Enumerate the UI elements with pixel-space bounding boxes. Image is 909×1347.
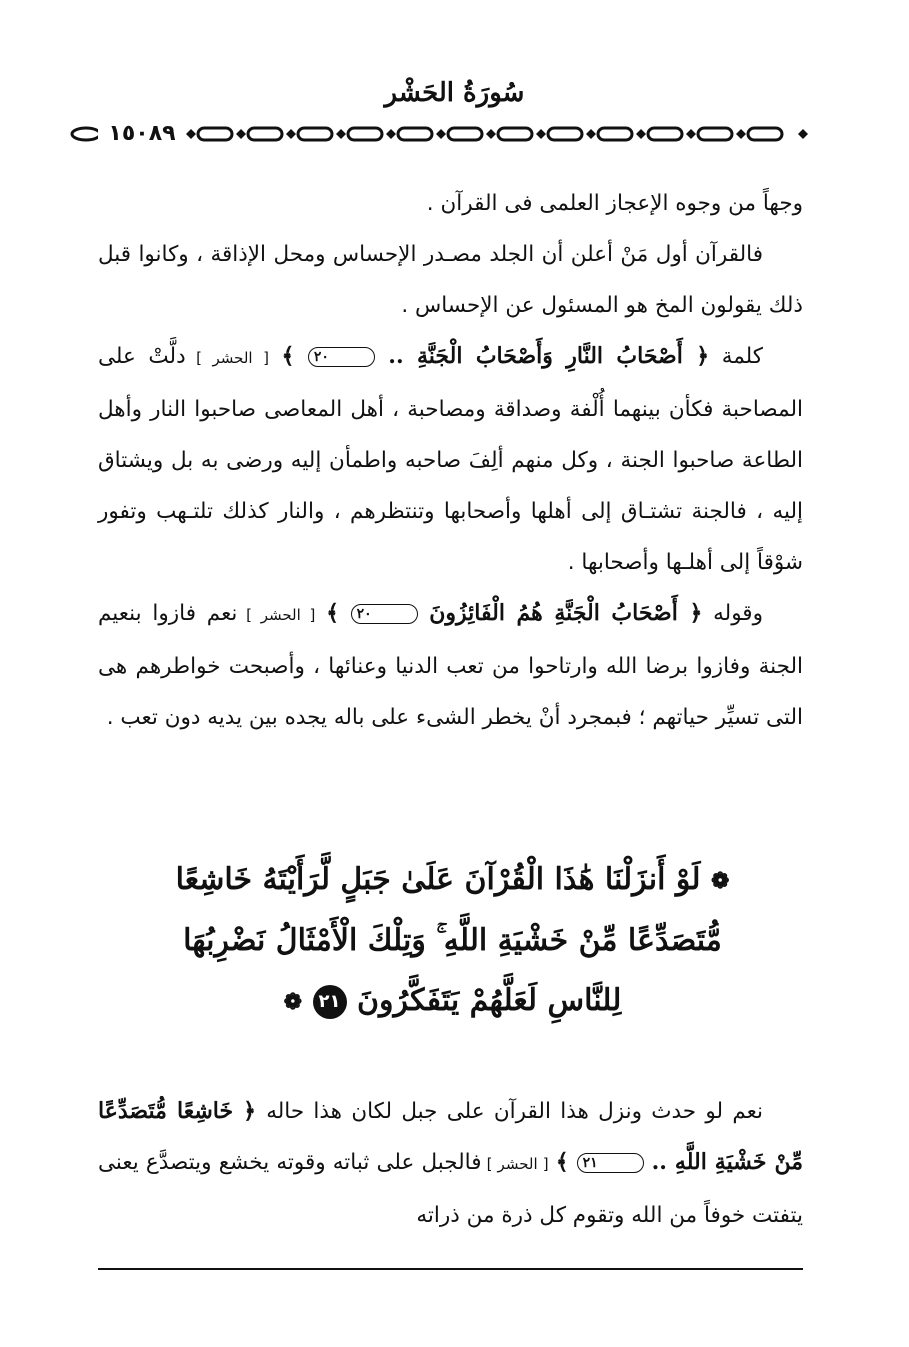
- chain-diamond: [186, 129, 196, 139]
- verse-quote-2-text: ﴿ أَصْحَابُ الْجَنَّةِ هُمُ الْفَائِزُونَ: [417, 600, 703, 626]
- chain-diamond: [736, 129, 746, 139]
- paragraph-5-lead: نعم لو حدث ونزل هذا القرآن على جبل لكان هذا حاله: [266, 1099, 763, 1124]
- verse-quote-3-text: ﴿ خَاشِعًا مُّتَصَدِّعًا مِّنْ خَشْيَةِ اللَّهِ ..: [98, 1098, 803, 1175]
- paragraph-4-lead: وقوله: [713, 601, 763, 626]
- footer-rule: [98, 1268, 803, 1270]
- quran-line-3-text: لِلنَّاسِ لَعَلَّهُمْ يَتَفَكَّرُونَ: [357, 983, 622, 1018]
- chain-diamond: [586, 129, 596, 139]
- verse-quote-1: [282, 343, 710, 369]
- ayah-number-badge: ٢٠: [308, 347, 375, 367]
- chain-link: [748, 128, 782, 140]
- chain-link: [698, 128, 732, 140]
- chain-diamond: [286, 129, 296, 139]
- paragraph-2: فالقرآن أول مَنْ أعلن أن الجلد مصـدر الإحساس ومحل الإذاقة ، وكانوا قبل ذلك يقولون المخ هو المسئول عن الإحساس .: [98, 242, 803, 318]
- verse-quote-1-text: ﴿ أَصْحَابُ النَّارِ وَأَصْحَابُ الْجَنَّةِ ..: [374, 343, 710, 369]
- flower-ornament-icon: ❁: [710, 868, 730, 894]
- chain-diamond: [536, 129, 546, 139]
- paragraph-3-body: دلَّتْ على المصاحبة فكأن بينهما أُلْفة وصداقة ومصاحبة ، أهل المعاصى صاحبوا النار وأهل الطاعة صاحبوا الجنة ، وكل منهم ألِفَ صاحبه واطمأن إليه ورضى به بل ويشتاق إليه ، فالجنة تشتـاق إلى أهلها وأصحابها وتنتظرهم ، والنار كذلك تلتـهب وتفور شوْقاً إلى أهلـها وأصحابها .: [98, 344, 803, 575]
- ayah-number-badge: ٢٠: [351, 604, 418, 624]
- chain-link: [198, 128, 232, 140]
- verse-quote-1-close: ﴾: [281, 343, 308, 369]
- chain-diamond: [636, 129, 646, 139]
- paragraph-1: وجهاً من وجوه الإعجاز العلمى فى القرآن .: [426, 191, 803, 216]
- chain-diamond: [436, 129, 446, 139]
- paragraph-5: [98, 1086, 803, 1241]
- flower-ornament-icon: ❁: [283, 989, 303, 1015]
- chain-diamond: [386, 129, 396, 139]
- paragraph-4: [98, 588, 803, 743]
- chain-diamond: [686, 129, 696, 139]
- quran-line-1-text: لَوْ أَنزَلْنَا هَٰذَا الْقُرْآنَ عَلَىٰ جَبَلٍ لَّرَأَيْتَهُ خَاشِعًا: [175, 862, 701, 897]
- quran-line-1: [170, 850, 735, 911]
- verse-quote-2-close: ﴾: [326, 600, 351, 626]
- chain-end-cap: [72, 128, 100, 140]
- page-number: ١٥٠٨٩: [98, 121, 186, 147]
- text-block-top: [98, 178, 803, 743]
- text-block-bottom: [98, 1086, 803, 1241]
- ayah-number-badge: ٢١: [577, 1153, 644, 1173]
- verse-quote-3-close: ﴾: [555, 1149, 577, 1175]
- chain-diamond: [236, 129, 246, 139]
- surah-reference: [ الحشر ]: [185, 349, 269, 367]
- chain-link: [648, 128, 682, 140]
- ayah-end-marker: ٢١: [313, 985, 347, 1019]
- chain-diamond: [336, 129, 346, 139]
- chain-link: [348, 128, 382, 140]
- paragraph-3: [98, 331, 803, 588]
- quran-verse-block: [170, 850, 735, 1032]
- chain-link: [298, 128, 332, 140]
- quran-line-2: مُّتَصَدِّعًا مِّنْ خَشْيَةِ اللَّهِ ۚ وَتِلْكَ الْأَمْثَالُ نَضْرِبُهَا: [183, 923, 722, 958]
- surah-reference: [ الحشر ]: [481, 1155, 549, 1173]
- chain-link: [448, 128, 482, 140]
- paragraph-3-lead: كلمة: [721, 344, 764, 369]
- surah-reference: [ الحشر ]: [237, 606, 316, 624]
- chain-link: [398, 128, 432, 140]
- chain-link: [548, 128, 582, 140]
- chain-link: [598, 128, 632, 140]
- chain-diamond: [798, 129, 808, 139]
- quran-line-3: [170, 971, 735, 1032]
- surah-title: سُورَةُ الحَشْر: [384, 78, 525, 108]
- verse-quote-2: [326, 600, 702, 626]
- chain-link: [248, 128, 282, 140]
- chain-link: [498, 128, 532, 140]
- paragraph-4-body: نعم فازوا بنعيم الجنة وفازوا برضا الله وارتاحوا من تعب الدنيا وعنائها ، وأصبحت خواطرهم هى التى تسيِّر حياتهم ؛ فبمجرد أنْ يخطر الشىء على باله يجده بين يديه دون تعب .: [98, 601, 803, 730]
- paragraph-5-body: فالجبل على ثباته وقوته يخشع ويتصدَّع يعنى يتفتت خوفاً من الله وتقوم كل ذرة من ذراته: [98, 1150, 803, 1228]
- chain-diamond: [486, 129, 496, 139]
